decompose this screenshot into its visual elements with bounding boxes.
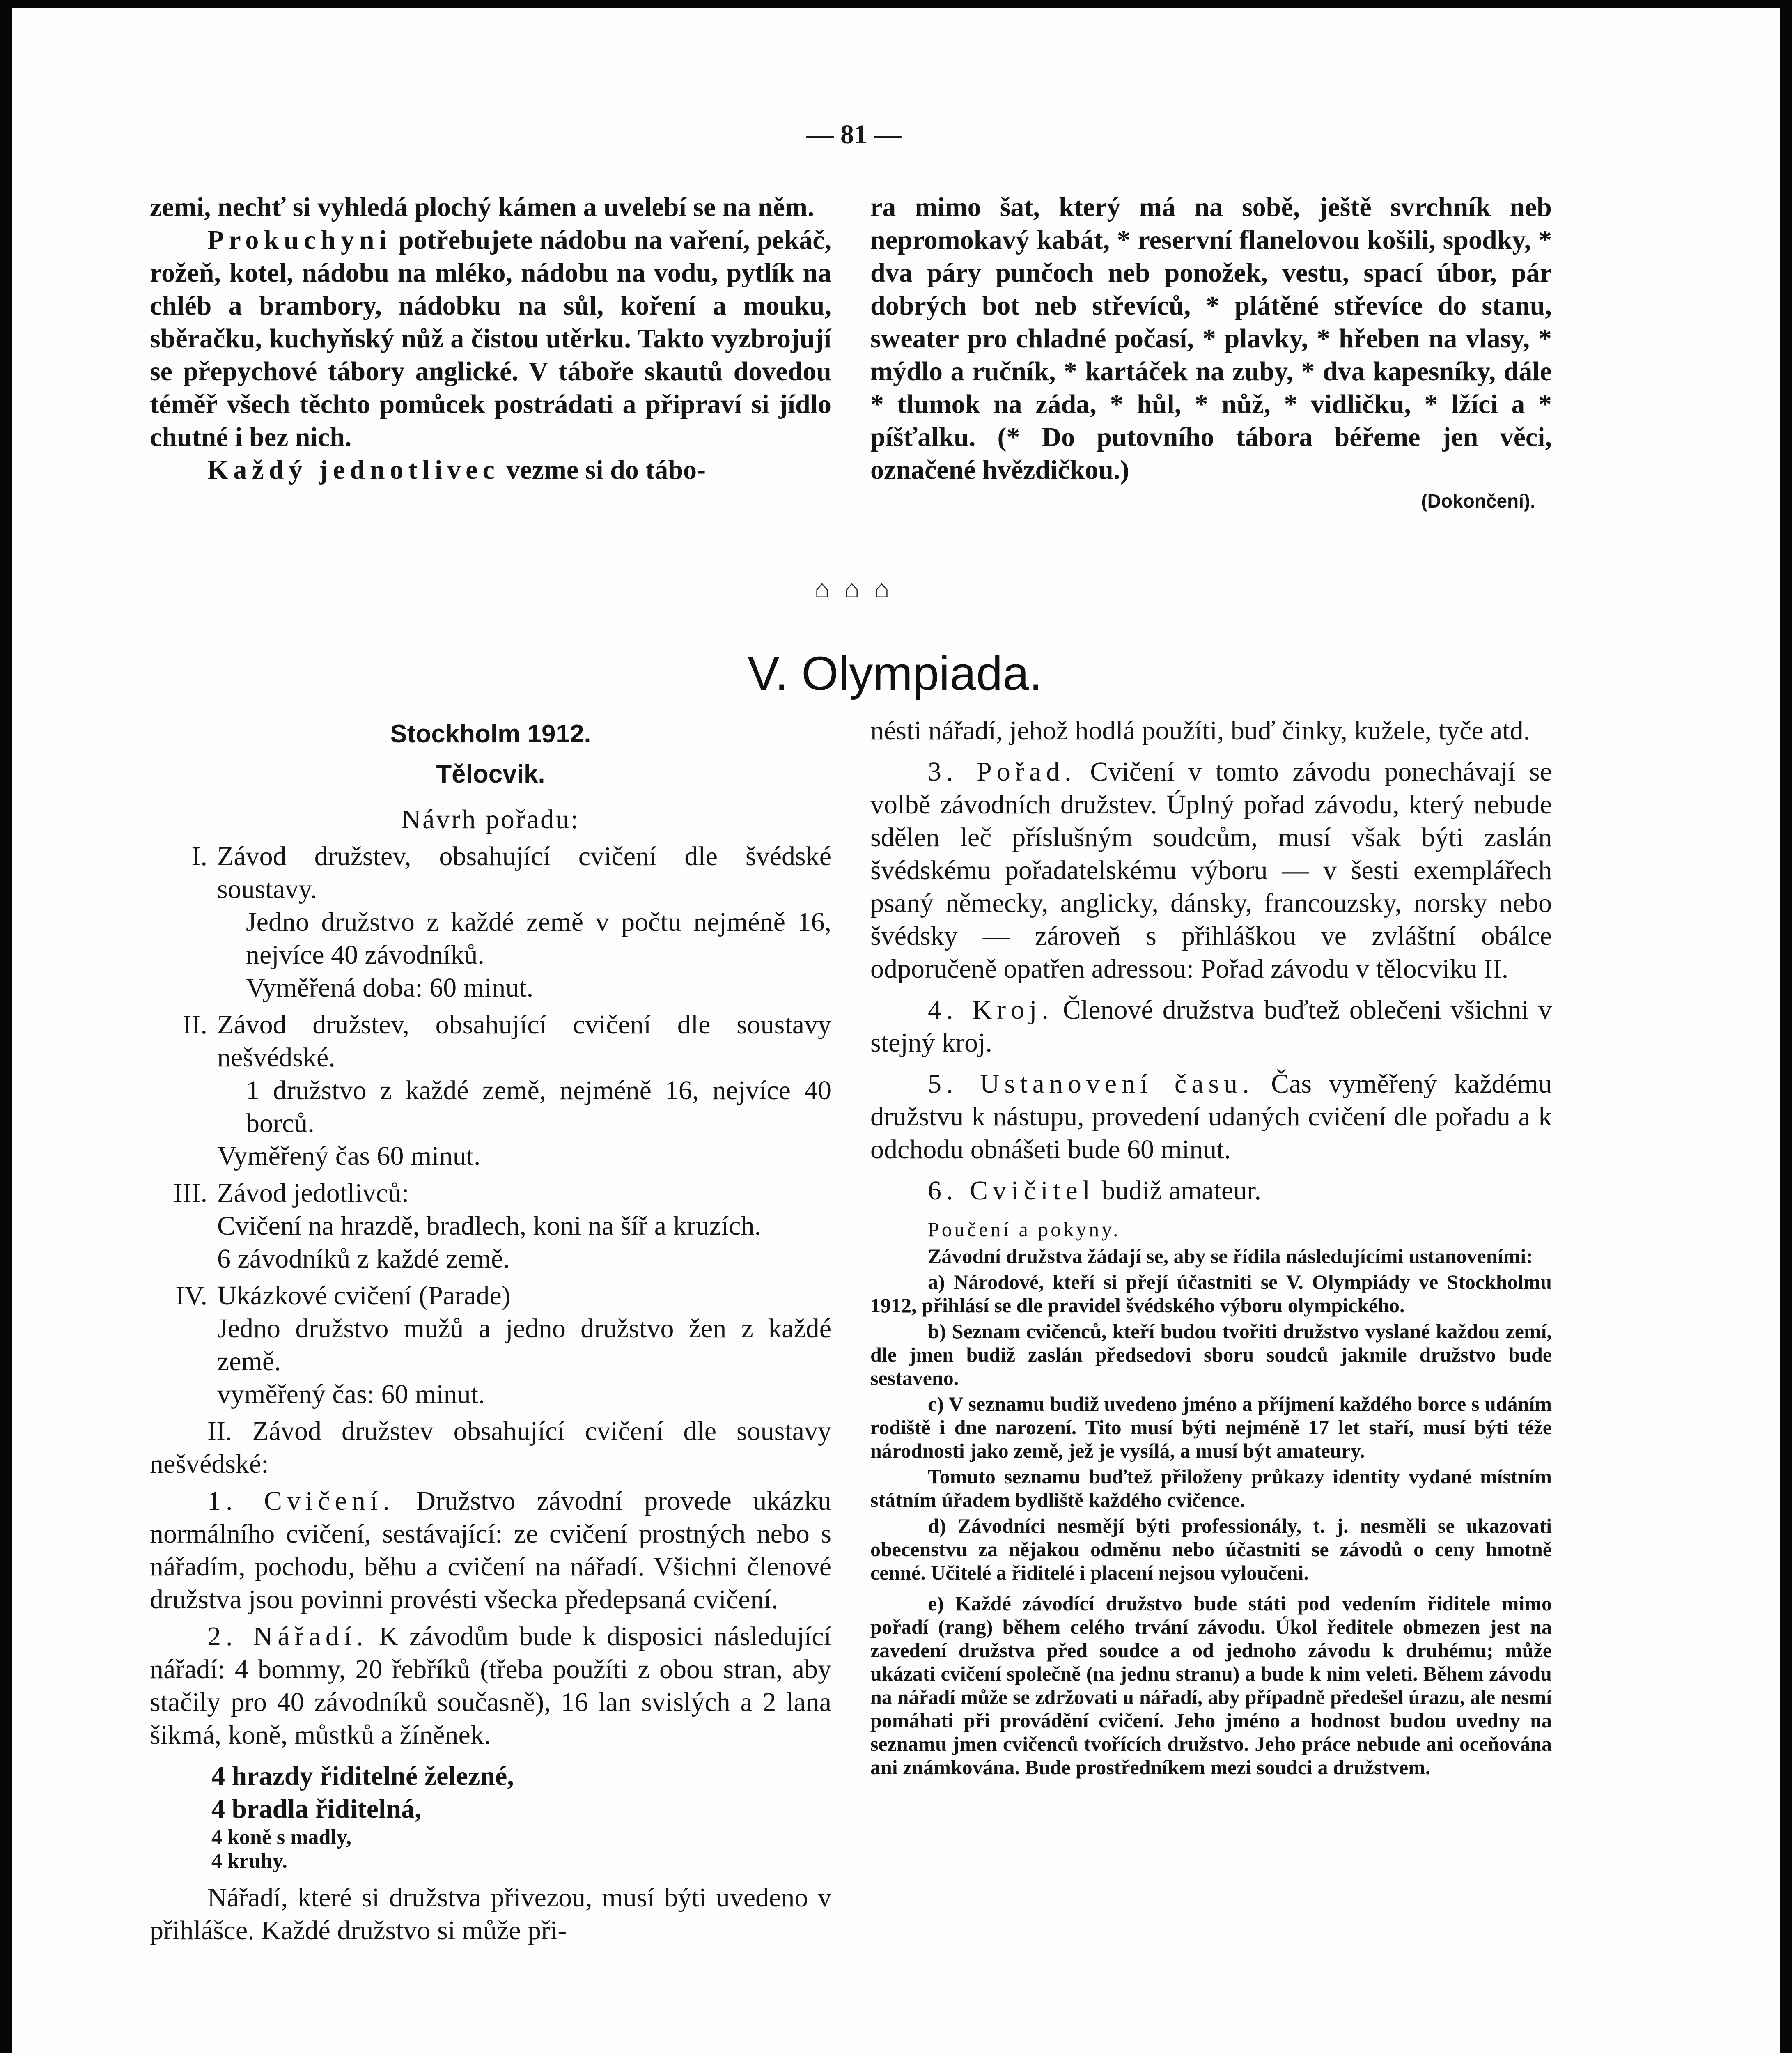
plan-item-number: I. <box>191 841 207 871</box>
paragraph-jednotlivec <box>150 454 831 487</box>
continued-note: (Dokončení). <box>1421 490 1535 512</box>
page-sheet <box>12 8 1780 2053</box>
paragraph-vybava: ra mimo šat, který má na sobě, ještě svrchník neb nepromokavý kabát, * reservní flanelovou košili, spodky, * dva páry punčoch neb ponožek, vestu, spací úbor, pár dobrých bot neb střevíců, * plátěné střevíce do stanu, sweater pro chladné počasí, * plavky, * hřeben na vlasy, * mýdlo a ručník, * kartáček na zuby, * dva kapesníky, dále * tlumok na záda, * hůl, * nůž, * vidličku, * lžíci a * píšťalku. (* Do putovního tábora béřeme jen věci, označené hvězdičkou.) <box>870 192 1552 485</box>
paragraph-jednotlivec-text: vezme si do tábo- <box>499 455 706 485</box>
plan-item-line: Cvičení na hrazdě, bradlech, koni na šíř a kruzích. <box>217 1211 761 1241</box>
rule-lead: 3. Pořad. <box>928 757 1076 787</box>
rule-porad <box>870 756 1552 985</box>
equipment-item: 4 kruhy. <box>211 1849 287 1873</box>
plan-item-number: IV. <box>175 1281 207 1311</box>
plan-item <box>150 1279 831 1411</box>
section-ornament: ⌂ ⌂ ⌂ <box>814 575 894 603</box>
article-place: Stockholm 1912. <box>390 720 591 748</box>
plan-item-line: Vyměřená doba: 60 minut. <box>246 973 534 1003</box>
top-left-column <box>150 191 831 487</box>
instruction-item: e) Každé závodící družstvo bude státi pod vedením řiditele mimo pořadí (rang) během celého trvání závodu. Úkol ředitele obmezen jest na zavedení družstva před soudce a od jednoho závodu k druhému; může ukázati cvičení společně (na jednu stranu) a bude k nim veleti. Během závodu na nářadí může se zdržovati u nářadí, aby případně předešel úrazu, ale nesmí pomáhati při provádění cvičení. Jeho jméno a hodnost budou uvedny na seznamu jmen cvičenců tvořících družstvo. Jeho práce nebude ani oceňována ani známkována. Bude prostředníkem mezi soudci a družstvem. <box>870 1592 1552 1779</box>
equipment-note: Nářadí, které si družstva přivezou, musí býti uvedeno v přihlášce. Každé družstvo si může při- <box>150 1883 831 1945</box>
instruction-item: c) V seznamu budiž uvedeno jméno a příjmení každého borce s udáním rodiště i dne narození. Tito musí býti nejméně 17 let staří, musí býti téže národnosti jako země, jež je vysílá, a musí být amateury. <box>870 1392 1552 1462</box>
rule-text: Družstvo závodní provede ukázku normálního cvičení, sestávající: ze cvičení prostných nebo s nářadím, pochodu, běhu a cvičení na nářadí. Všichni členové družstva jsou povinni provésti všecka předepsaná cvičení. <box>150 1486 831 1614</box>
lead-prokuchyni: Prokuchyni <box>207 225 392 255</box>
article-right-column <box>870 714 1552 1779</box>
plan-item <box>150 1008 831 1173</box>
paragraph-kuchyne-text: potřebujete nádobu na vaření, pekáč, rožeň, kotel, nádobu na mléko, nádobu na vodu, pytlík na chléb a brambory, nádobku na sůl, koření a mouku, sběračku, kuchyňský nůž a čistou utěrku. Takto vyzbrojují se přepychové tábory anglické. V táboře skautů dovedou téměř všech těchto pomůcek postrádati a připraví si jídlo chutné i bez nich. <box>150 225 831 452</box>
rule-text: Cvičení v tomto závodu ponechávají se volbě závodních družstev. Úplný pořad závodu, který nebude sdělen leč příslušným soudcům, musí však býti zaslán švédskému pořadatelskému výboru — v šesti exemplářech psaný německy, anglicky, dánsky, francouzsky, norsky nebo švédsky — zároveň s přihláškou ve zvláštní obálce odporučeně opatřen adressou: Pořad závodu v tělocviku II. <box>870 757 1552 984</box>
plan-item <box>150 1177 831 1275</box>
rule-lead: 5. Ustanovení času. <box>928 1069 1254 1099</box>
rule-cviceni <box>150 1485 831 1616</box>
instruction-item: b) Seznam cvičenců, kteří budou tvořiti družstvo vyslané každou zemí, dle jmen budiž zaslán předsedovi sboru soudců jakmile družstvo bude sestaveno. <box>870 1320 1552 1389</box>
rule-cas <box>870 1068 1552 1166</box>
plan-item-line: Jedno družstvo mužů a jedno družstvo žen z každé země. <box>217 1314 831 1376</box>
plan-item-line: vyměřený čas: 60 minut. <box>217 1379 485 1409</box>
instruction-item: Tomuto seznamu buďtež přiloženy průkazy identity vydané místním státním úřadem bydliště každého cvičence. <box>870 1465 1552 1511</box>
plan-item-line: Závod jedotlivců: <box>217 1178 409 1208</box>
equipment-item: 4 hrazdy řiditelné železné, <box>211 1761 514 1791</box>
plan-item-line: Jedno družstvo z každé země v počtu nejméně 16, nejvíce 40 závodníků. <box>246 907 831 970</box>
plan-heading: Návrh pořadu: <box>401 804 580 834</box>
rule-text: Členové družstva buďtež oblečeni všichni v stejný kroj. <box>870 995 1552 1058</box>
rule-text: budiž amateur. <box>1094 1176 1261 1206</box>
plan-item <box>150 840 831 1004</box>
rule-kroj <box>870 994 1552 1059</box>
article-left-column <box>150 714 831 1947</box>
rule-cvicitel <box>870 1174 1552 1207</box>
rule-lead: 1. Cvičení. <box>207 1486 395 1516</box>
rule-naradi <box>150 1620 831 1752</box>
rule-lead: 2. Nářadí. <box>207 1621 368 1651</box>
section2-heading: II. Závod družstev obsahující cvičení dle soustavy nešvédské: <box>150 1416 831 1479</box>
paragraph-zemi: zemi, nechť si vyhledá plochý kámen a uvelebí se na něm. <box>150 192 815 222</box>
paragraph-kuchyne <box>150 224 831 454</box>
instruction-item: a) Národové, kteří si přejí účastniti se V. Olympiády ve Stockholmu 1912, přihlásí se dle pravidel švédského výboru olympického. <box>870 1270 1552 1317</box>
equipment-note-continued: nésti nářadí, jehož hodlá použíti, buď činky, kužele, tyče atd. <box>870 716 1530 746</box>
instructions-block <box>870 1245 1552 1779</box>
instructions-heading: Poučení a pokyny. <box>928 1218 1121 1241</box>
plan-item-line: Závod družstev, obsahující cvičení dle švédské soustavy. <box>217 841 831 904</box>
plan-item-line: 1 družstvo z každé země, nejméně 16, nejvíce 40 borců. <box>246 1075 831 1138</box>
equipment-list <box>150 1760 831 1873</box>
equipment-item: 4 koně s madly, <box>211 1826 351 1849</box>
plan-item-line: 6 závodníků z každé země. <box>217 1244 510 1274</box>
rule-text: K závodům bude k disposici následující nářadí: 4 bommy, 20 řebříků (třeba použíti z obou stran, aby stačily pro 40 závodníků současně), 16 lan svislých a 2 lana šikmá, koně, můstků a žíněnek. <box>150 1621 831 1750</box>
article-title: V. Olympiada. <box>748 647 1042 700</box>
rule-lead: 4. Kroj. <box>928 995 1053 1025</box>
equipment-item: 4 bradla řiditelná, <box>211 1794 422 1824</box>
plan-item-line: Závod družstev, obsahující cvičení dle soustavy nešvédské. <box>217 1010 831 1072</box>
page-number: — 81 — <box>806 119 902 149</box>
instruction-item: d) Závodníci nesmějí býti professionály, t. j. nesměli se ukazovati obecenstvu za nějakou odměnu nebo účastniti se závodů o ceny hmotně cenné. Učitelé a řiditelé i placení nejsou vyloučeni. <box>870 1514 1552 1584</box>
plan-item-number: III. <box>173 1178 207 1208</box>
rule-text: Čas vyměřený každému družstvu k nástupu, provedení udaných cvičení dle pořadu a k odchodu obnášeti bude 60 minut. <box>870 1069 1552 1164</box>
plan-item-number: II. <box>182 1010 207 1040</box>
top-right-column <box>870 191 1552 515</box>
plan-item-line: Ukázkové cvičení (Parade) <box>217 1281 511 1311</box>
instructions-intro: Závodní družstva žádají se, aby se řídila následujícími ustanoveními: <box>928 1245 1533 1268</box>
rule-lead: 6. Cvičitel <box>928 1176 1095 1206</box>
lead-jednotlivec: Každý jednotlivec <box>207 455 500 485</box>
article-subtitle: Tělocvik. <box>436 760 545 788</box>
plan-item-line: Vyměřený čas 60 minut. <box>217 1141 481 1171</box>
